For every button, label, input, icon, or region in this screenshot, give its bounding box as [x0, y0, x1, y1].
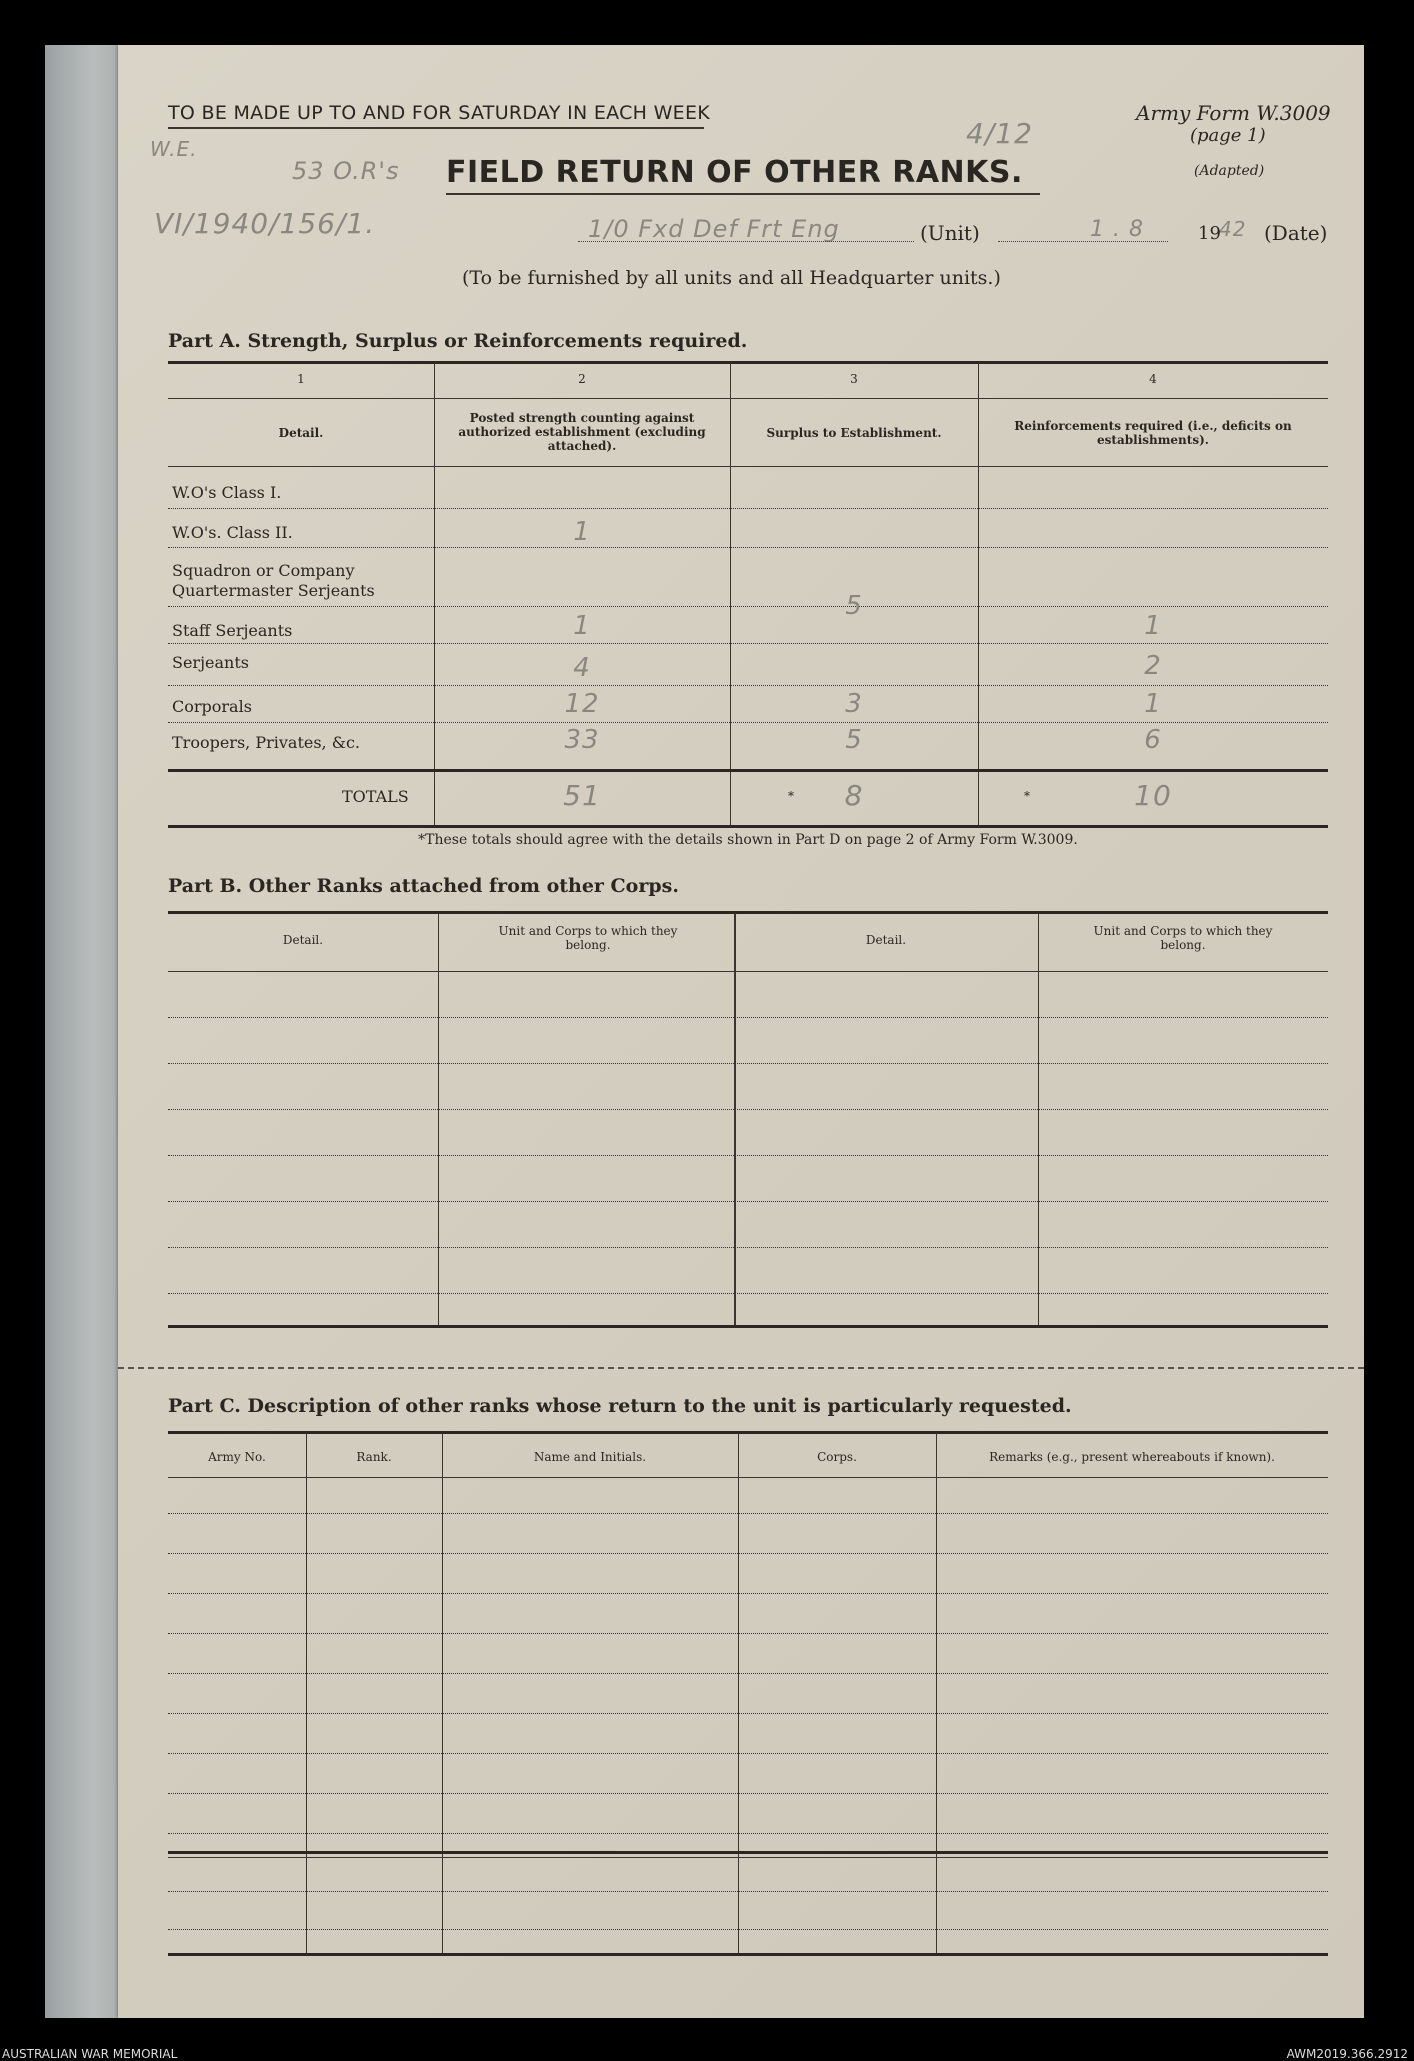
- part-c-row-rule-double: [168, 1851, 1328, 1854]
- part-b-row-rule: [168, 1247, 1328, 1248]
- part-a-header-detail: Detail.: [278, 426, 324, 440]
- part-c-row-rule: [168, 1753, 1328, 1754]
- part-b-header-unit-left: Unit and Corps to which they belong.: [498, 924, 678, 952]
- row-value-troopers-posted: 33: [564, 725, 600, 755]
- part-b-col-divider-3: [1038, 913, 1039, 1325]
- row-value-wo-class-2-posted: 1: [573, 517, 591, 547]
- part-a-header-surplus: Surplus to Establishment.: [766, 426, 942, 440]
- handwritten-year: 42: [1219, 217, 1247, 241]
- part-b-bottom-rule: [168, 1325, 1328, 1328]
- part-a-col-number-2: 2: [578, 372, 586, 386]
- row-rule: [168, 643, 1328, 644]
- part-a-number-rule: [168, 398, 1328, 399]
- handwritten-file-ref: VI/1940/156/1.: [154, 207, 376, 240]
- perforation-line: [118, 1367, 1364, 1369]
- part-b-row-rule: [168, 1063, 1328, 1064]
- part-c-row-rule: [168, 1833, 1328, 1834]
- row-value-troopers-surplus: 5: [845, 725, 863, 755]
- form-title-underline: [446, 193, 1040, 195]
- form-id: Army Form W.3009: [1136, 101, 1331, 125]
- year-prefix: 19: [1198, 223, 1221, 244]
- part-c-col-divider-1: [306, 1433, 307, 1955]
- part-c-header-rule: [168, 1477, 1328, 1478]
- part-a-col-number-4: 4: [1149, 372, 1157, 386]
- row-rule: [168, 722, 1328, 723]
- part-c-row-rule: [168, 1929, 1328, 1930]
- row-value-troopers-reinf: 6: [1144, 725, 1162, 755]
- part-c-bottom-rule: [168, 1953, 1328, 1956]
- part-c-heading: Part C. Description of other ranks whose return to the unit is particularly requested.: [168, 1395, 1072, 1417]
- row-label-staff-serjeants: Staff Serjeants: [172, 621, 293, 640]
- totals-label: TOTALS: [342, 787, 409, 806]
- furnished-note: (To be furnished by all units and all Headquarter units.): [462, 267, 1001, 289]
- row-rule: [168, 547, 1328, 548]
- part-c-row-rule: [168, 1673, 1328, 1674]
- part-c-row-rule: [168, 1553, 1328, 1554]
- part-b-header-rule: [168, 971, 1328, 972]
- part-b-row-rule: [168, 1017, 1328, 1018]
- part-c-header-name: Name and Initials.: [533, 1450, 647, 1464]
- part-c-col-divider-4: [936, 1433, 937, 1955]
- part-a-col-divider-1: [434, 363, 435, 825]
- part-a-footnote: *These totals should agree with the details shown in Part D on page 2 of Army Form W.3009.: [418, 832, 1078, 848]
- date-dotted-line: [998, 241, 1168, 242]
- totals-surplus-asterisk: *: [788, 789, 794, 803]
- row-label-serjeants: Serjeants: [172, 653, 249, 672]
- adjacent-page-stub: [45, 45, 125, 2018]
- part-b-row-rule: [168, 1293, 1328, 1294]
- part-b-header-unit-right: Unit and Corps to which they belong.: [1093, 924, 1273, 952]
- part-b-heading: Part B. Other Ranks attached from other Corps.: [168, 875, 679, 897]
- part-a-header-rule: [168, 466, 1328, 467]
- adapted-label: (Adapted): [1194, 163, 1265, 179]
- part-c-header-army-no: Army No.: [208, 1450, 266, 1464]
- part-c-row-rule: [168, 1793, 1328, 1794]
- part-a-col-number-3: 3: [850, 372, 858, 386]
- handwritten-we: W.E.: [150, 137, 198, 161]
- row-label-troopers: Troopers, Privates, &c.: [172, 733, 361, 752]
- stray-mark: 5: [845, 591, 863, 621]
- handwritten-date-day: 1 . 8: [1090, 217, 1144, 242]
- top-instruction-underline: [168, 127, 704, 129]
- unit-dotted-line: [578, 241, 914, 242]
- part-a-col-number-1: 1: [297, 372, 305, 386]
- form-page-number: (page 1): [1190, 125, 1266, 146]
- totals-top-rule: [168, 769, 1328, 772]
- part-b-row-rule: [168, 1201, 1328, 1202]
- part-c-header-remarks: Remarks (e.g., present whereabouts if known).: [989, 1450, 1275, 1464]
- row-value-corporals-reinf: 1: [1144, 689, 1162, 719]
- part-b-row-rule: [168, 1109, 1328, 1110]
- part-a-header-reinforcements: Reinforcements required (i.e., deficits on establishments).: [1014, 419, 1292, 447]
- row-label-wo-class-2: W.O's. Class II.: [172, 523, 293, 542]
- part-c-row-rule: [168, 1713, 1328, 1714]
- row-value-serjeants-reinf: 2: [1144, 651, 1162, 681]
- totals-bottom-rule: [168, 825, 1328, 828]
- part-a-header-posted: Posted strength counting against authorized establishment (excluding attached).: [458, 411, 706, 453]
- handwritten-ors: 53 O.R's: [292, 157, 400, 185]
- part-c-col-divider-3: [738, 1433, 739, 1955]
- totals-reinforcements: 10: [1134, 779, 1172, 812]
- row-value-corporals-posted: 12: [564, 689, 600, 719]
- handwritten-ref: 4/12: [966, 117, 1033, 150]
- part-c-header-rank: Rank.: [356, 1450, 392, 1464]
- part-a-col-divider-3: [978, 363, 979, 825]
- footer-right: AWM2019.366.2912: [1286, 2047, 1408, 2061]
- part-b-header-detail-left: Detail.: [282, 933, 324, 947]
- part-b-col-divider-2: [734, 913, 736, 1325]
- row-rule: [168, 685, 1328, 686]
- form-page: [118, 45, 1364, 2018]
- part-b-row-rule: [168, 1155, 1328, 1156]
- footer-left: AUSTRALIAN WAR MEMORIAL: [2, 2047, 178, 2061]
- part-c-row-rule: [168, 1857, 1328, 1858]
- row-label-quartermaster: Squadron or Company Quartermaster Serjeants: [172, 561, 375, 600]
- row-rule: [168, 508, 1328, 509]
- part-b-header-detail-right: Detail.: [865, 933, 907, 947]
- date-label: (Date): [1264, 221, 1328, 245]
- top-instruction: TO BE MADE UP TO AND FOR SATURDAY IN EACH WEEK: [168, 102, 711, 124]
- part-b-col-divider-1: [438, 913, 439, 1325]
- part-a-heading: Part A. Strength, Surplus or Reinforcements required.: [168, 330, 748, 352]
- part-c-top-rule: [168, 1431, 1328, 1434]
- row-value-staff-serjeants-reinf: 1: [1144, 611, 1162, 641]
- part-c-row-rule: [168, 1513, 1328, 1514]
- row-label-corporals: Corporals: [172, 697, 252, 716]
- row-label-wo-class-1: W.O's Class I.: [172, 483, 282, 502]
- row-value-corporals-surplus: 3: [845, 689, 863, 719]
- handwritten-unit: 1/0 Fxd Def Frt Eng: [588, 215, 840, 243]
- part-a-top-rule: [168, 361, 1328, 364]
- part-c-col-divider-2: [442, 1433, 443, 1955]
- totals-reinf-asterisk: *: [1024, 789, 1030, 803]
- totals-posted: 51: [563, 779, 601, 812]
- part-c-header-corps: Corps.: [817, 1450, 857, 1464]
- form-title: FIELD RETURN OF OTHER RANKS.: [446, 155, 1023, 190]
- row-value-staff-serjeants-posted: 1: [573, 611, 591, 641]
- part-b-top-rule: [168, 911, 1328, 914]
- unit-label: (Unit): [920, 221, 980, 245]
- row-value-serjeants-posted: 4: [573, 653, 591, 683]
- totals-surplus: 8: [844, 779, 864, 812]
- part-c-row-rule: [168, 1633, 1328, 1634]
- part-c-row-rule: [168, 1593, 1328, 1594]
- part-c-row-rule: [168, 1891, 1328, 1892]
